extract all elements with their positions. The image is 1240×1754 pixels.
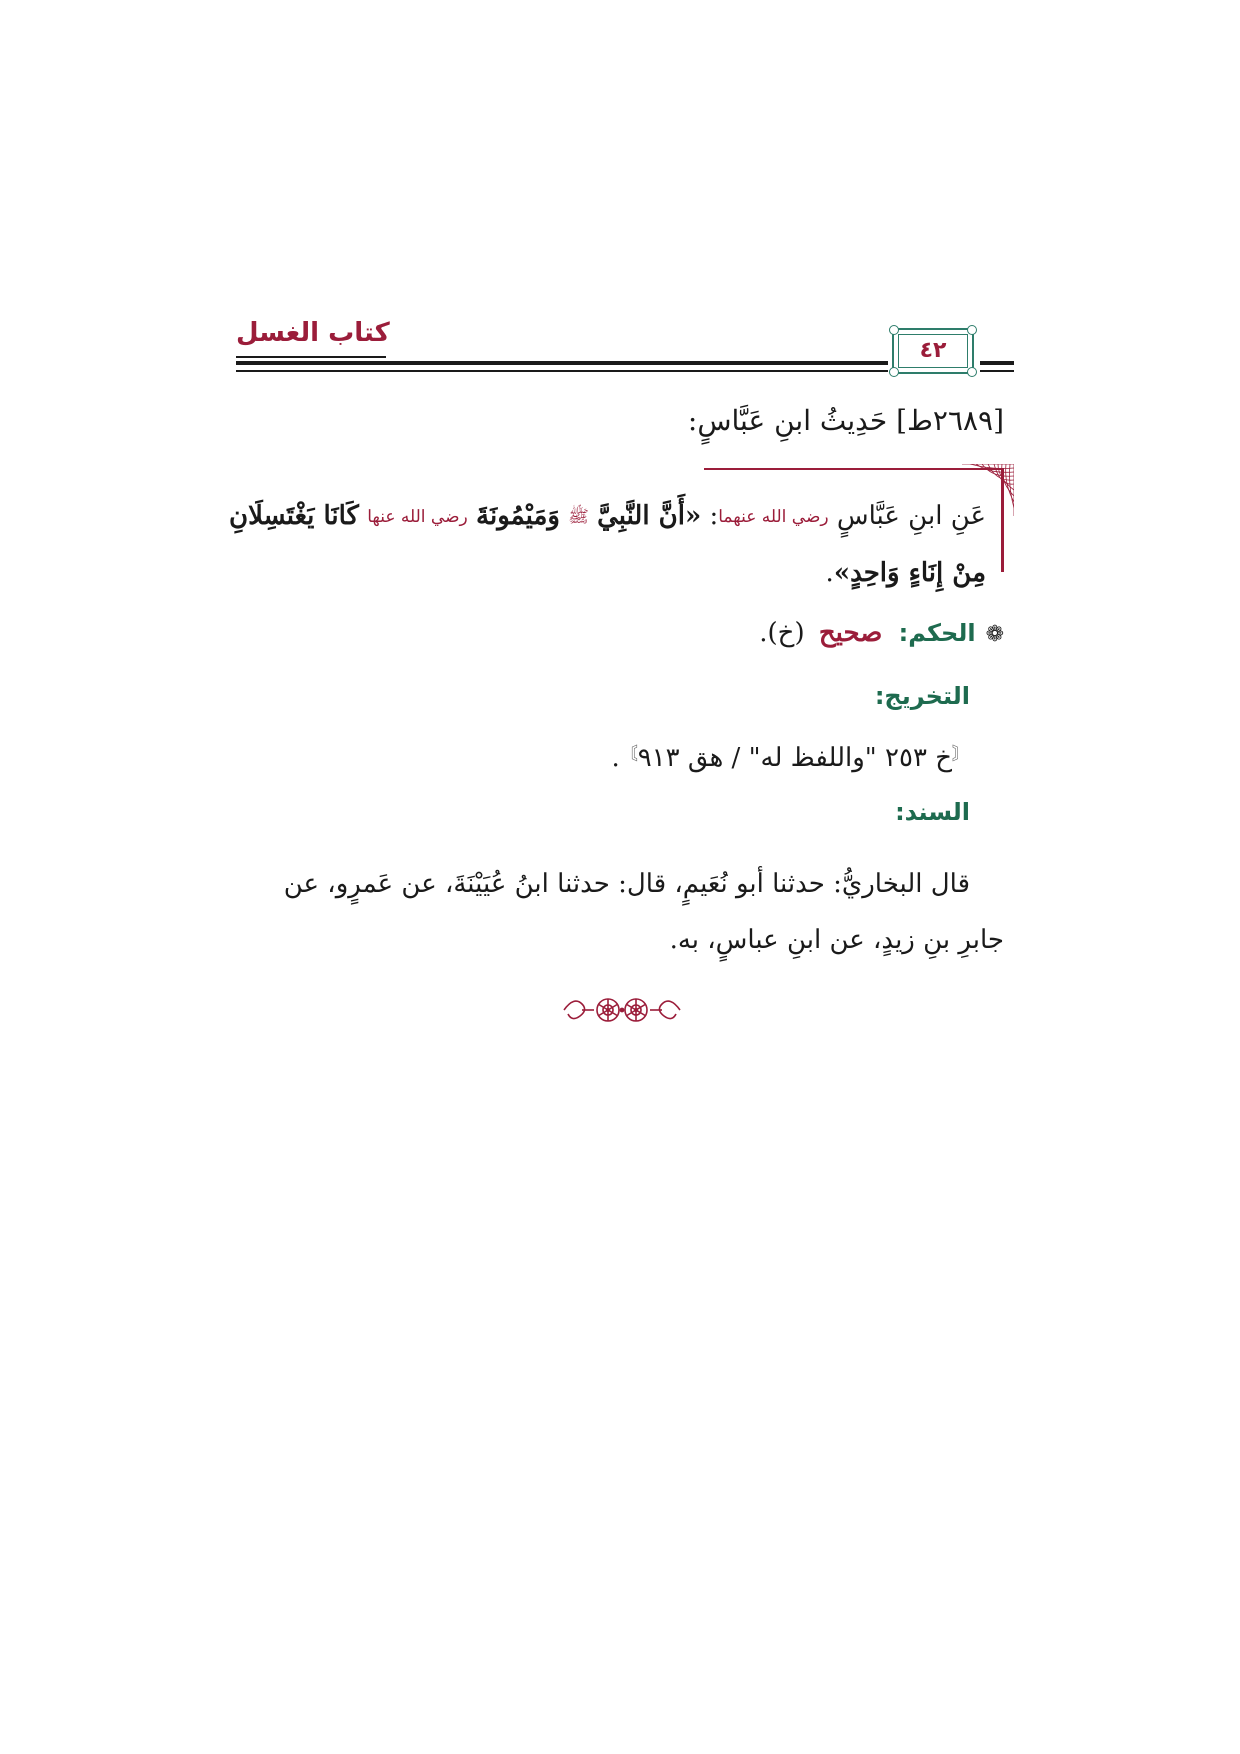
ruling-note: (خ). bbox=[759, 618, 805, 648]
honorific-maymuna: رضي الله عنها bbox=[367, 507, 468, 527]
book-title: كتاب الغسل bbox=[236, 318, 390, 348]
section-divider-ornament-icon bbox=[560, 990, 684, 1030]
honorific-narrator: رضي الله عنهما bbox=[718, 507, 829, 527]
ruling-grade: صحيح bbox=[818, 618, 883, 648]
takhrij-line bbox=[270, 740, 970, 773]
open-bracket-icon: 〘 bbox=[952, 744, 970, 765]
matn-part2: وَمَيْمُونَةَ bbox=[476, 501, 560, 531]
header-rule-left bbox=[236, 361, 888, 372]
matn-part1: «أَنَّ النَّبِيَّ bbox=[597, 501, 702, 531]
page-header bbox=[236, 318, 1014, 378]
matn-part3: كَانَا يَغْتَسِلَانِ مِنْ إِنَاءٍ وَاحِدٍ» bbox=[228, 501, 986, 588]
takhrij-text: خ ٢٥٣ "واللفظ له" / هق ٩١٣ bbox=[637, 743, 952, 773]
takhrij-end-punct: . bbox=[611, 743, 620, 773]
takhrij-heading: التخريج: bbox=[874, 682, 970, 710]
hadith-text: عَنِ ابنِ عَبَّاسٍ رضي الله عنهما: «أَنَّ النَّبِيَّ ﷺ وَمَيْمُونَةَ رضي الله عنها كَانَا يَغْتَسِلَانِ مِنْ إِنَاءٍ وَاحِدٍ». bbox=[228, 501, 986, 588]
ruling-label: الحكم: bbox=[898, 619, 976, 647]
flower-icon: ❁ bbox=[985, 622, 1004, 647]
page-number-frame bbox=[892, 328, 974, 374]
hadith-heading: [٢٦٨٩ط] حَدِيثُ ابنِ عَبَّاسٍ: bbox=[687, 404, 1004, 437]
sanad-text: قال البخاريُّ: حدثنا أبو نُعَيمٍ، قال: حدثنا ابنُ عُيَيْنَةَ، عن عَمرٍو، عن جابرِ بنِ زيدٍ، عن ابنِ عباسٍ، به. bbox=[283, 869, 1004, 955]
title-underline bbox=[236, 356, 386, 358]
hadith-box-topline bbox=[704, 468, 1004, 470]
sanad-heading: السند: bbox=[895, 798, 970, 826]
ruling-line bbox=[264, 618, 1004, 648]
hadith-box bbox=[224, 468, 1004, 588]
page-number: ٤٢ bbox=[919, 338, 947, 363]
hadith-end-punct: . bbox=[825, 558, 834, 588]
close-bracket-icon: 〙 bbox=[619, 744, 638, 765]
header-rule-right bbox=[980, 361, 1014, 372]
narrator: عَنِ ابنِ عَبَّاسٍ bbox=[836, 501, 986, 531]
honorific-prophet: ﷺ bbox=[568, 507, 589, 527]
